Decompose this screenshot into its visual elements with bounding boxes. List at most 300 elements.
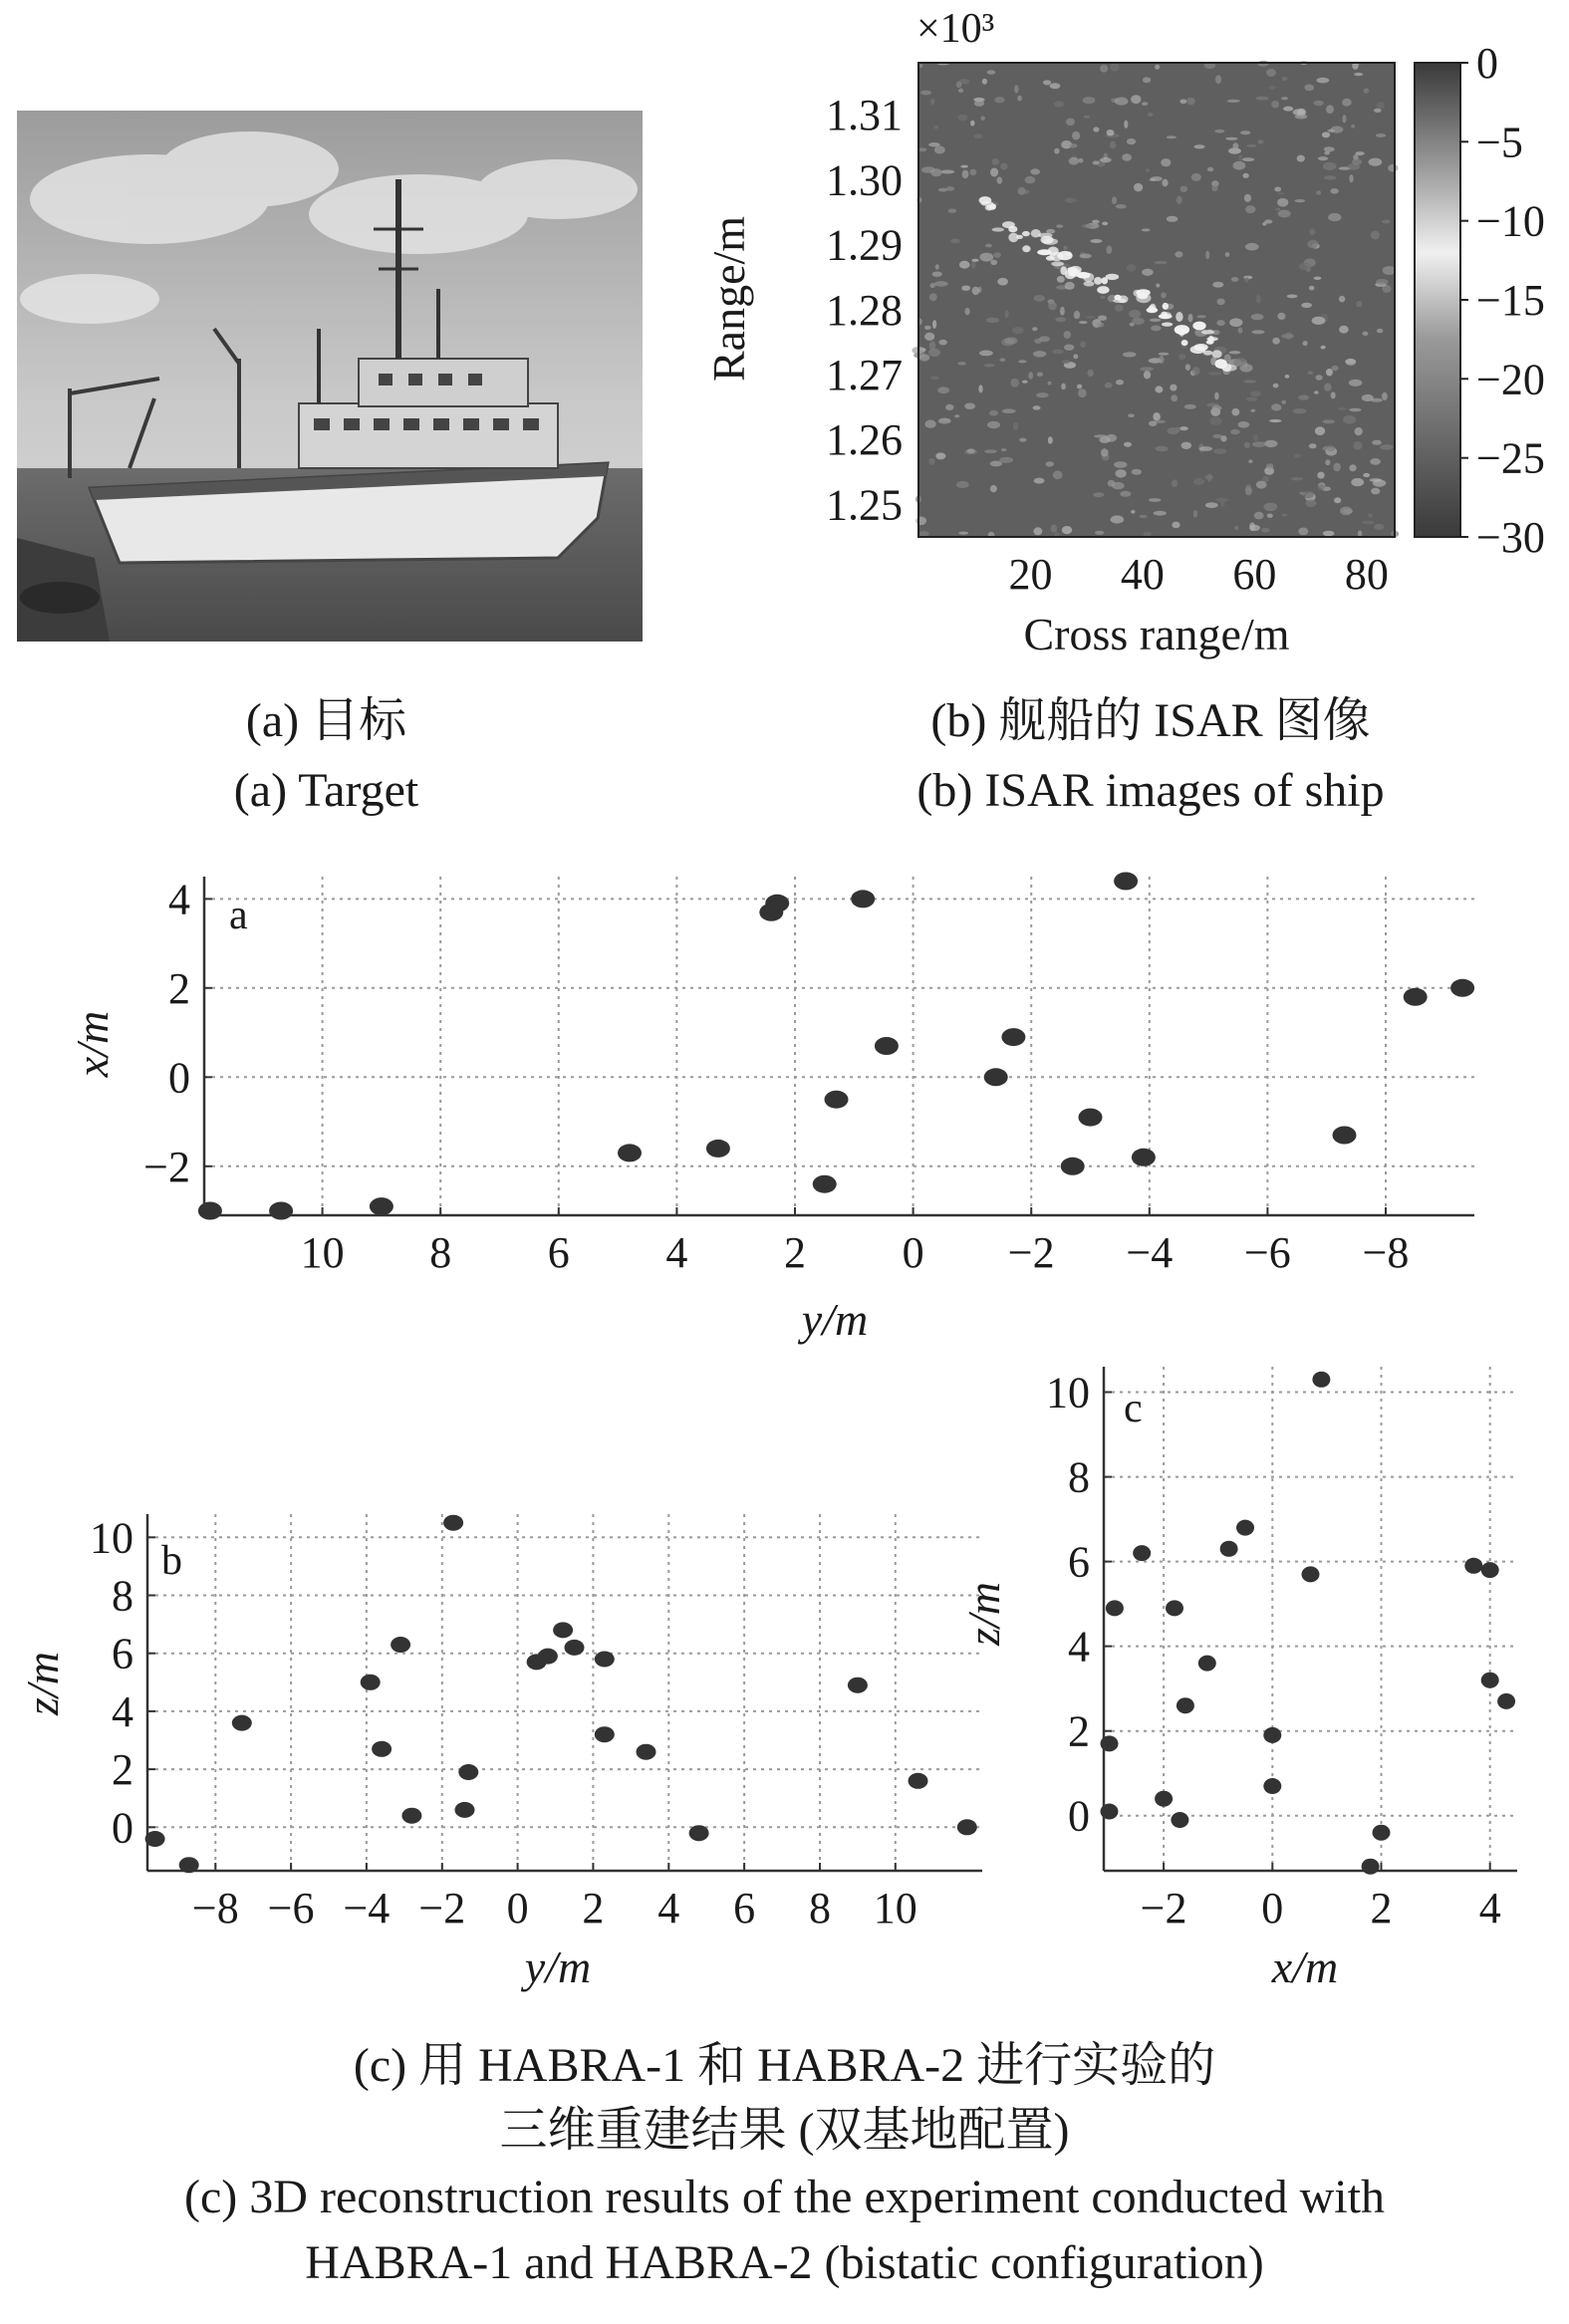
isar-speckle-dot xyxy=(987,421,1000,428)
isar-speckle-dot xyxy=(1086,316,1096,319)
isar-y-tick-label: 1.25 xyxy=(826,480,903,530)
isar-speckle-dot xyxy=(1287,295,1298,299)
isar-speckle-dot xyxy=(1312,317,1326,325)
isar-speckle-dot xyxy=(1100,65,1108,73)
isar-speckle-dot xyxy=(1256,97,1269,101)
caption-c-zh-line2-text: 三维重建结果 (双基地配置) xyxy=(499,2104,1070,2157)
plot-c-data-point xyxy=(1155,1791,1173,1807)
isar-speckle-dot xyxy=(969,169,976,175)
isar-speckle-dot xyxy=(1142,228,1151,231)
isar-speckle-dot xyxy=(1139,515,1147,518)
isar-speckle-dot xyxy=(979,253,993,262)
isar-speckle-dot xyxy=(1093,160,1100,164)
isar-speckle-dot xyxy=(1005,310,1009,318)
isar-y-tick-label: 1.29 xyxy=(826,220,903,270)
isar-speckle-dot xyxy=(1356,151,1365,155)
isar-speckle-dot xyxy=(1111,515,1125,523)
isar-colorbar-tick-label: −20 xyxy=(1476,355,1545,404)
isar-speckle-dot xyxy=(1220,501,1224,507)
isar-speckle-dot xyxy=(990,485,997,492)
isar-speckle-dot xyxy=(1159,353,1170,356)
isar-target-scatterer xyxy=(1051,261,1064,266)
plot-b-data-point xyxy=(179,1857,199,1873)
isar-speckle-dot xyxy=(1018,360,1026,363)
isar-speckle-dot xyxy=(1245,487,1252,496)
isar-speckle-dot xyxy=(924,326,931,330)
isar-speckle-dot xyxy=(1314,277,1322,280)
isar-speckle-dot xyxy=(1314,390,1319,394)
isar-speckle-dot xyxy=(1161,292,1167,298)
isar-speckle-dot xyxy=(1283,107,1293,112)
caption-c-en-line1-text: (c) 3D reconstruction results of the experiment conducted with xyxy=(184,2171,1385,2223)
isar-target-scatterer xyxy=(1150,304,1156,312)
isar-speckle-dot xyxy=(1216,320,1224,326)
plot-c-tick-labels xyxy=(1046,1369,1501,1934)
plot-b-x-tick-label: 6 xyxy=(733,1884,756,1933)
isar-speckle-dot xyxy=(1252,330,1265,334)
isar-speckle-dot xyxy=(1131,510,1136,514)
isar-speckle-dot xyxy=(1046,229,1055,234)
isar-speckle-dot xyxy=(929,293,937,301)
isar-speckle-dot xyxy=(997,176,1003,183)
isar-speckle-dot xyxy=(986,318,1000,323)
isar-speckle-dot xyxy=(1062,360,1070,364)
isar-speckle-dot xyxy=(967,448,975,453)
plot-a-data-point xyxy=(370,1197,393,1215)
caption-c-zh-line1-text: (c) 用 HABRA-1 和 HABRA-2 进行实验的 xyxy=(353,2039,1216,2092)
isar-speckle-dot xyxy=(1275,208,1280,211)
plot-a-y-tick-label: 2 xyxy=(168,963,190,1013)
isar-speckle-dot xyxy=(1208,372,1221,376)
isar-speckle-dot xyxy=(1014,85,1019,93)
isar-speckle-dot xyxy=(1261,528,1270,533)
plot-a-points xyxy=(198,873,1474,1220)
isar-speckle-dot xyxy=(1368,513,1373,518)
isar-speckle-dot xyxy=(1349,464,1356,471)
isar-speckle-dot xyxy=(1266,69,1276,77)
isar-target-scatterer xyxy=(1190,346,1206,354)
plot-b-data-point xyxy=(401,1808,421,1824)
isar-speckle-dot xyxy=(962,170,969,179)
plot-b-data-point xyxy=(455,1802,475,1818)
isar-target-scatterer xyxy=(1077,272,1091,279)
isar-speckle-dot xyxy=(1034,478,1045,484)
isar-speckle-dot xyxy=(1262,222,1266,225)
plot-b-x-tick-label: 2 xyxy=(582,1884,605,1933)
plot-a-x-tick-label: 2 xyxy=(784,1228,806,1277)
isar-speckle-dot xyxy=(1151,326,1162,332)
isar-speckle-dot xyxy=(974,101,984,107)
isar-speckle-dot xyxy=(1352,158,1362,164)
isar-speckle-dot xyxy=(1144,532,1152,537)
plot-a-x-tick-label: 8 xyxy=(429,1228,452,1277)
isar-speckle-dot xyxy=(1285,375,1289,379)
isar-colorbar-tick-labels xyxy=(1460,39,1545,562)
isar-speckle-dot xyxy=(956,82,962,88)
isar-speckle-dot xyxy=(1281,334,1294,339)
isar-speckle-dot xyxy=(924,333,934,341)
isar-speckle-dot xyxy=(1088,370,1094,377)
isar-speckle-dot xyxy=(1154,511,1167,516)
isar-speckle-dot xyxy=(1143,77,1151,83)
isar-speckle-dot xyxy=(1278,191,1284,194)
isar-speckle-dot xyxy=(1363,332,1369,336)
isar-speckle-dot xyxy=(1211,184,1217,191)
isar-speckle-dot xyxy=(1039,336,1050,342)
isar-speckle-dot xyxy=(946,186,955,191)
isar-speckle-dot xyxy=(1356,301,1362,308)
isar-speckle-dot xyxy=(1362,394,1374,401)
isar-speckle-dot xyxy=(1371,488,1380,495)
isar-speckle-dot xyxy=(1196,315,1206,318)
isar-speckle-dot xyxy=(1231,408,1239,416)
plot-a-y-axis-label: x/m xyxy=(67,1010,118,1078)
isar-x-tick-labels xyxy=(1009,550,1389,599)
isar-speckle-dot xyxy=(1093,492,1104,497)
isar-speckle-dot xyxy=(1131,95,1141,104)
isar-speckle-dot xyxy=(1229,318,1242,327)
isar-speckle-dot xyxy=(1054,148,1059,154)
plot-c-x-tick-label: 0 xyxy=(1261,1884,1284,1933)
isar-speckle-dot xyxy=(1274,187,1281,192)
isar-speckle-dot xyxy=(1267,514,1273,518)
plot-a-x-tick-label: −8 xyxy=(1362,1228,1410,1277)
isar-speckle-dot xyxy=(1080,254,1092,259)
isar-speckle-dot xyxy=(1351,125,1355,129)
isar-speckle-dot xyxy=(1052,350,1064,355)
plot-b-data-point xyxy=(145,1831,165,1847)
isar-target-scatterer xyxy=(1162,323,1173,327)
isar-speckle-dot xyxy=(1322,131,1330,137)
isar-speckle-dot xyxy=(1099,436,1110,443)
isar-speckle-dot xyxy=(982,79,987,85)
isar-speckle-dot xyxy=(1161,158,1171,166)
plot-a-x-tick-label: 0 xyxy=(902,1228,924,1277)
isar-speckle-dot xyxy=(940,170,954,174)
isar-speckle-dot xyxy=(1349,174,1353,182)
isar-speckle-dot xyxy=(1184,404,1196,409)
isar-speckle-dot xyxy=(1053,470,1063,479)
isar-target-scatterer xyxy=(992,227,1004,231)
isar-speckle-dot xyxy=(1278,210,1291,218)
isar-speckle-dot xyxy=(1055,317,1066,322)
isar-speckle-dot xyxy=(1167,216,1178,222)
plot-a-data-point xyxy=(825,1091,849,1109)
isar-speckle-dot xyxy=(1110,141,1117,148)
isar-speckle-dot xyxy=(1116,469,1127,477)
plot-b-data-point xyxy=(848,1678,868,1693)
isar-speckle-dot xyxy=(1188,314,1193,322)
plot-a-y-tick-label: 0 xyxy=(168,1053,190,1103)
isar-speckle-dot xyxy=(1153,412,1161,420)
isar-speckle-dot xyxy=(1010,379,1019,387)
plot-c-data-point xyxy=(1481,1562,1499,1578)
isar-speckle-dot xyxy=(1215,75,1221,84)
isar-speckle-dot xyxy=(1193,478,1204,485)
isar-speckle-dot xyxy=(990,260,997,266)
isar-speckle-dot xyxy=(1149,498,1161,502)
isar-speckle-dot xyxy=(1048,436,1053,443)
plot-c-data-point xyxy=(1263,1778,1281,1794)
isar-speckle-dot xyxy=(1377,102,1385,109)
isar-speckle-dot xyxy=(935,452,945,459)
isar-y-tick-label: 1.28 xyxy=(826,285,903,335)
isar-speckle-dot xyxy=(1372,440,1382,445)
isar-speckle-dot xyxy=(1309,228,1315,235)
isar-speckle-dot xyxy=(1342,99,1352,107)
isar-speckle-dot xyxy=(1339,296,1345,303)
isar-speckle-dot xyxy=(1129,310,1141,318)
caption-c-en-line2-text: HABRA-1 and HABRA-2 (bistatic configuration) xyxy=(305,2236,1264,2289)
isar-speckle-dot xyxy=(1253,434,1258,441)
plot-c-panel-label: c xyxy=(1124,1386,1143,1431)
isar-speckle-dot xyxy=(1170,385,1177,391)
isar-speckle-dot xyxy=(1033,527,1042,535)
plot-b-y-tick-label: 6 xyxy=(112,1629,133,1678)
isar-speckle-dot xyxy=(932,272,942,277)
isar-speckle-dot xyxy=(920,91,931,96)
isar-speckle-dot xyxy=(1316,78,1329,84)
isar-speckle-dot xyxy=(1061,384,1066,390)
isar-speckle-dot xyxy=(1175,251,1182,257)
isar-speckle-dot xyxy=(1308,371,1314,375)
isar-speckle-dot xyxy=(1324,384,1332,391)
plot-c-y-tick-label: 8 xyxy=(1068,1452,1090,1502)
isar-speckle-dot xyxy=(1122,153,1132,161)
isar-speckle-dot xyxy=(984,449,997,453)
isar-speckle-dot xyxy=(1082,224,1092,228)
caption-b-en xyxy=(752,762,1549,820)
isar-target-scatterer xyxy=(1118,296,1128,304)
isar-speckle-dot xyxy=(974,133,983,138)
isar-target-scatterer xyxy=(1181,340,1188,346)
isar-speckle-dot xyxy=(1358,531,1363,537)
isar-colorbar-tick-label: −5 xyxy=(1476,118,1523,167)
isar-speckle-dot xyxy=(933,126,938,129)
isar-x-tick-label: 40 xyxy=(1120,550,1165,599)
isar-speckle-dot xyxy=(1269,86,1276,90)
isar-speckle-dot xyxy=(1185,364,1190,371)
isar-speckle-dot xyxy=(1376,133,1386,137)
isar-speckle-dot xyxy=(1349,380,1362,387)
isar-speckle-dot xyxy=(1316,190,1321,194)
plot-c-data-point xyxy=(1312,1372,1330,1388)
isar-speckle-dot xyxy=(1128,413,1135,417)
isar-speckle-dot xyxy=(1100,157,1112,162)
plot-a-tick-labels xyxy=(143,875,1409,1277)
isar-speckle-dot xyxy=(1299,262,1311,270)
isar-speckle-dot xyxy=(958,115,968,122)
plot-a-x-tick-label: 6 xyxy=(547,1228,570,1277)
plot-b-x-tick-label: 0 xyxy=(506,1884,529,1933)
isar-speckle-dot xyxy=(1233,358,1246,367)
isar-speckle-dot xyxy=(918,531,928,537)
isar-speckle-dot xyxy=(979,351,993,357)
isar-speckle-dot xyxy=(1048,302,1057,311)
isar-target-scatterer xyxy=(1022,231,1030,236)
isar-speckle-dot xyxy=(938,418,951,424)
isar-speckle-dot xyxy=(935,264,939,269)
isar-speckle-dot xyxy=(1013,422,1018,430)
plot-c-x-tick-label: 2 xyxy=(1370,1884,1393,1933)
plot-c-data-point xyxy=(1101,1735,1119,1751)
isar-target-scatterer xyxy=(1065,270,1076,280)
isar-speckle-dot xyxy=(1175,427,1180,433)
isar-speckle-dot xyxy=(994,97,1004,103)
isar-speckle-dot xyxy=(1295,199,1306,202)
isar-speckle-dot xyxy=(1060,307,1065,316)
plot-c-data-point xyxy=(1166,1600,1183,1616)
isar-speckle-dot xyxy=(958,532,968,535)
isar-chart xyxy=(703,6,1545,659)
isar-speckle-dot xyxy=(1142,269,1153,276)
plot-c-y-tick-label: 0 xyxy=(1068,1791,1090,1841)
isar-speckle-dot xyxy=(1090,239,1102,243)
plot-a-y-tick-label: −2 xyxy=(143,1142,190,1191)
isar-speckle-dot xyxy=(984,364,995,368)
isar-speckle-dot xyxy=(1316,375,1323,381)
plot-a-gridlines xyxy=(204,877,1474,1215)
isar-speckle-dot xyxy=(1048,382,1052,386)
plot-a-data-point xyxy=(1114,873,1138,891)
isar-speckle-dot xyxy=(1298,394,1309,400)
isar-speckle-dot xyxy=(1159,356,1165,364)
plot-b-data-point xyxy=(553,1622,573,1638)
isar-target-scatterer xyxy=(981,201,993,206)
plot-a-data-point xyxy=(765,895,789,912)
isar-speckle-dot xyxy=(1245,243,1259,251)
isar-speckle-dot xyxy=(1251,314,1264,320)
isar-colorbar xyxy=(1415,63,1460,537)
isar-target-scatterer xyxy=(1161,312,1168,319)
isar-speckle-dot xyxy=(1097,323,1104,328)
plot-c-x-tick-label: 4 xyxy=(1478,1884,1501,1933)
isar-speckle-dot xyxy=(1110,63,1119,72)
isar-speckle-dot xyxy=(930,99,934,105)
isar-speckle-dot xyxy=(1314,101,1324,107)
plot-b-data-point xyxy=(372,1741,392,1757)
isar-speckle-dot xyxy=(1214,129,1224,133)
isar-speckle-dot xyxy=(1273,384,1279,388)
isar-speckle-dot xyxy=(1343,115,1347,123)
isar-speckle-dot xyxy=(1051,524,1058,532)
plot-b-data-point xyxy=(565,1640,585,1656)
scatter-plot-a xyxy=(67,873,1474,1346)
isar-speckle-dot xyxy=(1362,521,1375,525)
isar-speckle-dot xyxy=(1325,459,1330,465)
isar-x-tick-label: 80 xyxy=(1344,550,1389,599)
isar-speckle-dot xyxy=(1250,390,1261,396)
isar-speckle-dot xyxy=(1150,319,1162,322)
isar-speckle-dot xyxy=(1355,427,1363,435)
plot-c-data-point xyxy=(1133,1545,1151,1561)
plot-a-data-point xyxy=(851,890,875,907)
isar-speckle-dot xyxy=(1369,158,1383,166)
isar-speckle-dot xyxy=(1102,222,1108,226)
isar-target-scatterer xyxy=(1176,312,1182,322)
isar-speckle-dot xyxy=(1019,438,1026,442)
isar-speckle-dot xyxy=(1354,73,1363,76)
plot-c-data-point xyxy=(1497,1693,1515,1709)
isar-speckle-dot xyxy=(1264,440,1277,447)
isar-speckle-dot xyxy=(1132,318,1144,325)
isar-speckle-dot xyxy=(1043,80,1051,85)
isar-y-multiplier: ×10³ xyxy=(916,6,995,52)
isar-speckle-dot xyxy=(1334,497,1341,503)
isar-speckle-dot xyxy=(1318,483,1325,490)
isar-speckle-dot xyxy=(1162,179,1168,187)
plot-a-x-tick-label: 10 xyxy=(300,1228,345,1277)
isar-speckle-dot xyxy=(992,158,999,165)
isar-speckle-dot xyxy=(1001,448,1007,451)
isar-speckle-dot xyxy=(1271,101,1279,109)
isar-speckle-dot xyxy=(1146,168,1150,172)
isar-speckle-dot xyxy=(1309,286,1315,291)
isar-speckle-dot xyxy=(1069,157,1080,165)
isar-speckle-dot xyxy=(948,209,957,213)
isar-speckle-dot xyxy=(1057,276,1065,283)
isar-speckle-dot xyxy=(1363,473,1370,477)
isar-speckle-dot xyxy=(1171,394,1177,401)
isar-speckle-dot xyxy=(1254,512,1264,520)
plot-b-data-point xyxy=(909,1773,928,1789)
isar-y-tick-label: 1.27 xyxy=(826,351,903,399)
isar-x-tick-label: 20 xyxy=(1008,550,1053,599)
isar-speckle-dot xyxy=(1246,397,1258,401)
isar-speckle-dot xyxy=(1377,329,1384,333)
isar-speckle-dot xyxy=(961,286,970,291)
isar-speckle-dot xyxy=(1062,526,1072,534)
isar-speckle-dot xyxy=(1244,277,1248,283)
isar-speckle-dot xyxy=(1106,245,1112,254)
isar-speckle-dot xyxy=(1388,164,1398,172)
plot-b-x-tick-label: 10 xyxy=(873,1884,917,1933)
isar-speckle-dot xyxy=(1264,503,1278,512)
isar-target-scatterer xyxy=(1043,238,1059,245)
isar-speckle-dot xyxy=(1330,188,1338,193)
plot-a-x-tick-label: −2 xyxy=(1007,1228,1055,1277)
isar-speckle-dot xyxy=(1326,105,1334,114)
isar-speckle-dot xyxy=(1150,178,1157,181)
plot-b-x-axis-label: y/m xyxy=(524,1941,592,1992)
isar-target-scatterer xyxy=(1094,277,1102,285)
isar-speckle-dot xyxy=(985,244,992,248)
plot-a-x-tick-label: −4 xyxy=(1126,1228,1174,1277)
isar-speckle-dot xyxy=(1167,135,1177,138)
plot-b-panel-label: b xyxy=(161,1538,182,1584)
isar-target-scatterer xyxy=(1163,303,1169,310)
isar-speckle-dot xyxy=(1249,522,1255,531)
plot-a-data-point xyxy=(984,1068,1008,1086)
isar-speckle-dot xyxy=(928,349,940,357)
isar-speckle-dot xyxy=(1245,205,1255,213)
plot-c-y-tick-label: 2 xyxy=(1068,1706,1090,1756)
isar-speckle-dot xyxy=(1256,481,1267,489)
isar-x-axis-label: Cross range/m xyxy=(1023,609,1290,659)
isar-speckle-dot xyxy=(1216,299,1224,306)
isar-speckle-dot xyxy=(1065,198,1077,202)
isar-speckle-dot xyxy=(1370,458,1381,465)
isar-speckle-dot xyxy=(1244,442,1250,448)
isar-speckle-dot xyxy=(1304,85,1314,92)
isar-speckle-dot xyxy=(957,362,966,366)
isar-speckle-dot xyxy=(1326,445,1336,451)
plot-a-axes xyxy=(204,877,1474,1215)
isar-speckle-dot xyxy=(1105,383,1113,388)
isar-speckle-dot xyxy=(954,414,959,417)
isar-speckle-dot xyxy=(932,320,936,329)
plot-a-x-tick-label: 4 xyxy=(665,1228,688,1277)
